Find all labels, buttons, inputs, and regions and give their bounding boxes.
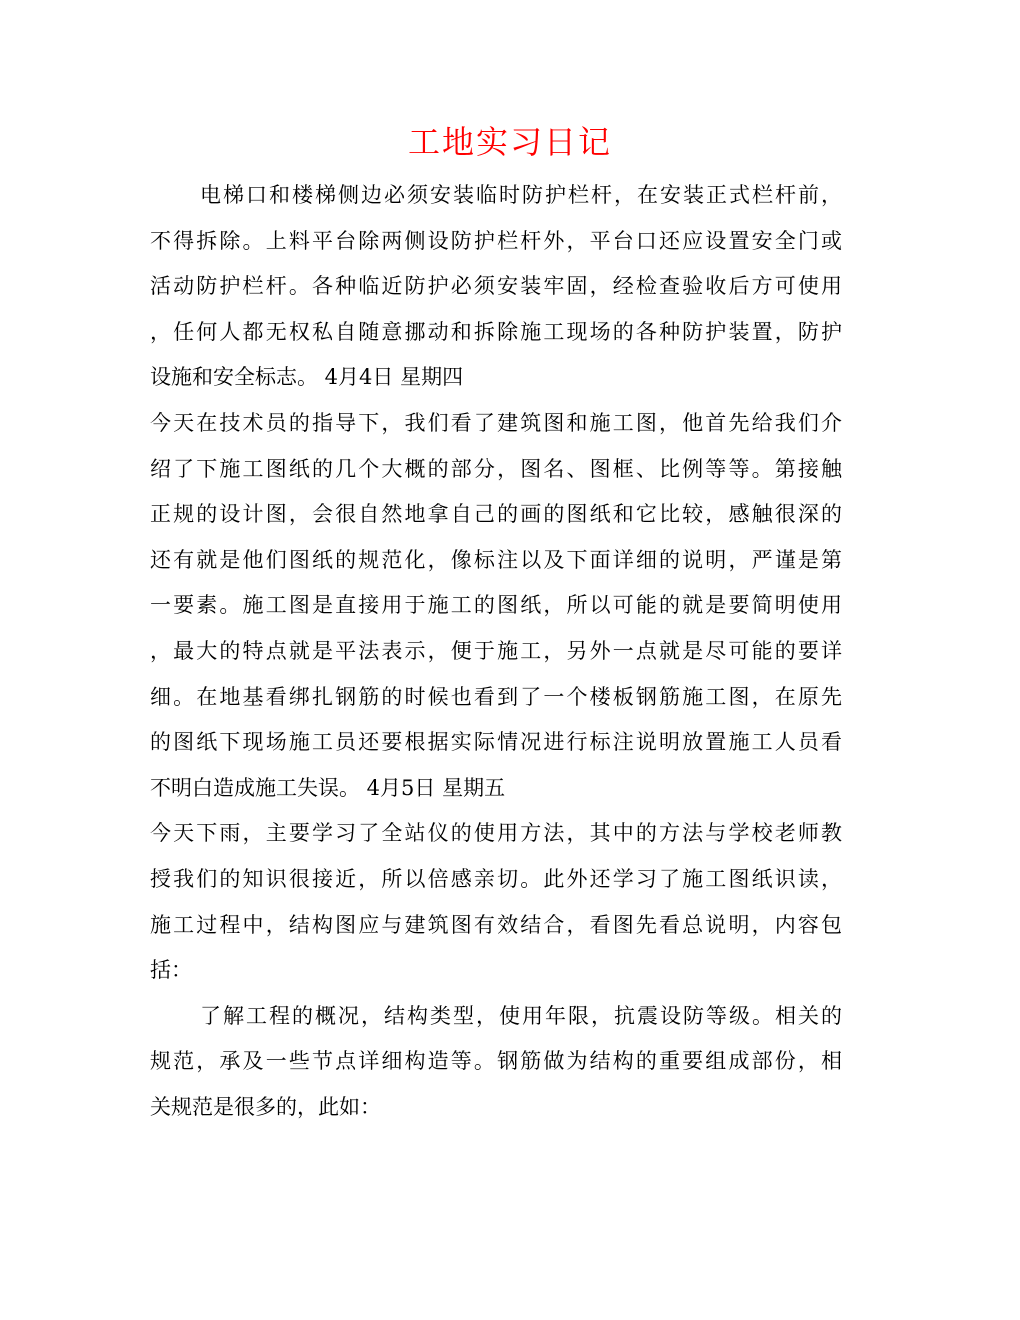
text-line: ，最大的特点就是平法表示，便于施工，另外一点就是尽可能的要详 — [150, 638, 842, 663]
text-line: 关规范是很多的，此如： — [150, 1094, 381, 1119]
text-line: 绍了下施工图纸的几个大概的部分，图名、图框、比例等等。第接触 — [150, 456, 842, 481]
text-line: 还有就是他们图纸的规范化，像标注以及下面详细的说明，严谨是第 — [150, 547, 842, 572]
text-line: 正规的设计图，会很自然地拿自己的画的图纸和它比较，感触很深的 — [150, 502, 842, 527]
text-line: 规范，承及一些节点详细构造等。钢筋做为结构的重要组成部份，相 — [150, 1049, 842, 1074]
text-line: ，任何人都无权私自随意挪动和拆除施工现场的各种防护装置，防护 — [150, 319, 842, 344]
text-line: 施工过程中，结构图应与建筑图有效结合，看图先看总说明，内容包 — [150, 912, 842, 937]
text-line-date-apr5: 不明白造成施工失误。 4月5日 星期五 — [150, 775, 506, 800]
text-line: 一要素。施工图是直接用于施工的图纸，所以可能的就是要简明使用 — [150, 593, 842, 618]
text-line: 不得拆除。上料平台除两侧设防护栏杆外，平台口还应设置安全门或 — [150, 228, 842, 253]
text-line: 的图纸下现场施工员还要根据实际情况进行标注说明放置施工人员看 — [150, 730, 842, 755]
text-line: 电梯口和楼梯侧边必须安装临时防护栏杆，在安装正式栏杆前， — [200, 183, 842, 207]
paragraph-apr4-drawings — [150, 401, 842, 811]
text-line: 括： — [150, 958, 192, 983]
text-line: 了解工程的概况，结构类型，使用年限，抗震设防等级。相关的 — [200, 1003, 842, 1028]
paragraph-safety-rails — [150, 173, 842, 401]
text-line: 授我们的知识很接近，所以倍感亲切。此外还学习了施工图纸识读， — [150, 866, 842, 891]
text-line: 活动防护栏杆。各种临近防护必须安装牢固，经检查验收后方可使用 — [150, 274, 842, 299]
text-line: 细。在地基看绑扎钢筋的时候也看到了一个楼板钢筋施工图，在原先 — [150, 684, 842, 709]
paragraph-apr5-total-station — [150, 811, 842, 993]
document-body — [150, 173, 842, 1130]
document-title: 工地实习日记 — [407, 123, 612, 161]
paragraph-project-overview — [150, 994, 842, 1131]
text-line: 今天在技术员的指导下，我们看了建筑图和施工图，他首先给我们介 — [150, 410, 842, 435]
text-line-date-apr4: 设施和安全标志。 4月4日 星期四 — [150, 365, 464, 390]
text-line: 今天下雨，主要学习了全站仪的使用方法，其中的方法与学校老师教 — [150, 821, 842, 846]
